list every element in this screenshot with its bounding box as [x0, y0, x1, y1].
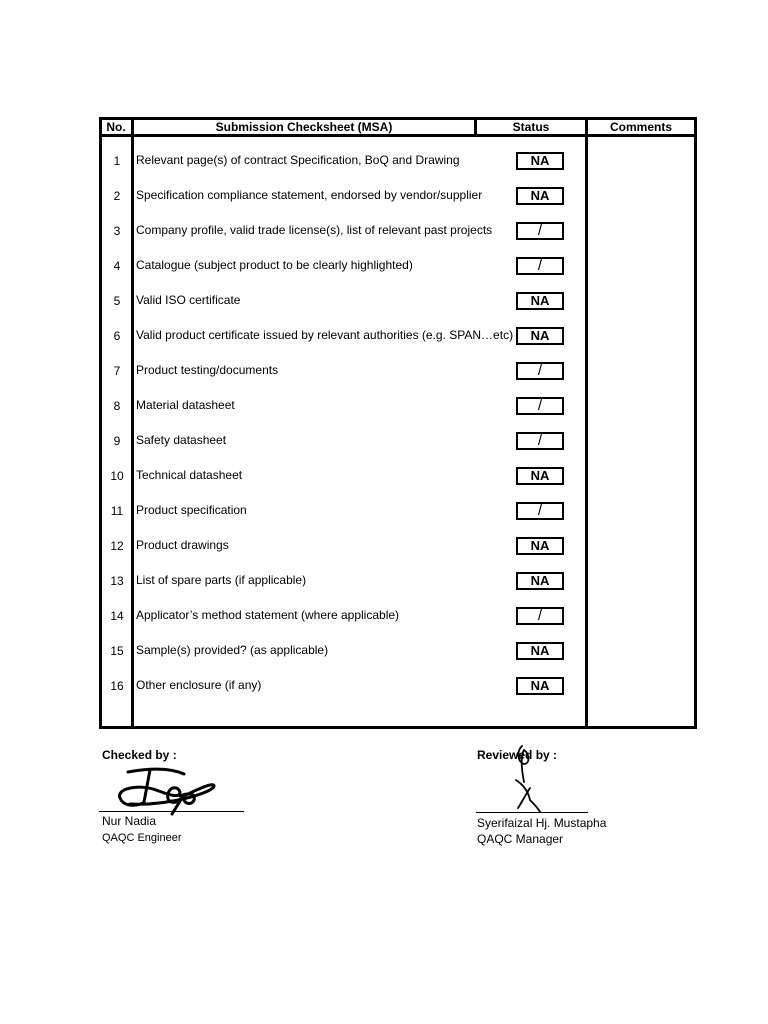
row-number: 12: [110, 539, 124, 553]
row-number: 7: [113, 364, 121, 378]
row-description: Material datasheet: [136, 398, 235, 412]
status-box: /: [516, 362, 564, 380]
header-comments: Comments: [609, 120, 672, 134]
reviewed-by-line: [476, 812, 588, 813]
status-box: NA: [516, 537, 564, 555]
row-number: 5: [113, 294, 121, 308]
header-status: Status: [512, 120, 550, 134]
row-number: 11: [110, 504, 124, 518]
status-box: /: [516, 607, 564, 625]
row-description: Product specification: [136, 503, 247, 517]
status-box: NA: [516, 292, 564, 310]
row-number: 4: [113, 259, 121, 273]
row-description: Company profile, valid trade license(s), list of relevant past projects: [136, 223, 493, 237]
row-number: 6: [113, 329, 121, 343]
status-box: NA: [516, 152, 564, 170]
status-box: /: [516, 397, 564, 415]
row-description: Other enclosure (if any): [136, 678, 262, 692]
status-box: NA: [516, 467, 564, 485]
checksheet-table: [99, 117, 697, 729]
header-title: Submission Checksheet (MSA): [215, 120, 393, 134]
status-box: /: [516, 257, 564, 275]
checked-by-role: QAQC Engineer: [102, 832, 182, 844]
row-description: Product drawings: [136, 538, 229, 552]
row-description: Relevant page(s) of contract Specification, BoQ and Drawing: [136, 153, 460, 167]
checked-by-name: Nur Nadia: [102, 814, 157, 828]
reviewed-by-role: QAQC Manager: [477, 832, 564, 846]
status-box: NA: [516, 187, 564, 205]
row-number: 13: [110, 574, 124, 588]
row-number: 3: [113, 224, 121, 238]
status-box: NA: [516, 677, 564, 695]
table-divider: [131, 117, 134, 729]
row-description: List of spare parts (if applicable): [136, 573, 307, 587]
row-description: Catalogue (subject product to be clearly highlighted): [136, 258, 413, 272]
checked-by-line: [99, 811, 244, 812]
row-number: 1: [113, 154, 121, 168]
row-description: Valid ISO certificate: [136, 293, 241, 307]
checked-by-signature: [110, 762, 230, 818]
reviewed-by-signature: [508, 742, 548, 814]
status-box: /: [516, 502, 564, 520]
checked-by-label: Checked by :: [102, 748, 177, 762]
row-number: 8: [113, 399, 121, 413]
row-number: 10: [110, 469, 124, 483]
status-box: NA: [516, 327, 564, 345]
row-description: Specification compliance statement, endorsed by vendor/supplier: [136, 188, 483, 202]
status-box: NA: [516, 572, 564, 590]
status-box: NA: [516, 642, 564, 660]
row-description: Sample(s) provided? (as applicable): [136, 643, 329, 657]
row-number: 2: [113, 189, 121, 203]
row-number: 14: [110, 609, 124, 623]
row-number: 15: [110, 644, 124, 658]
row-description: Technical datasheet: [136, 468, 243, 482]
row-number: 9: [113, 434, 121, 448]
row-number: 16: [110, 679, 124, 693]
row-description: Applicator’s method statement (where applicable): [136, 608, 400, 622]
row-description: Valid product certificate issued by relevant authorities (e.g. SPAN…etc): [136, 328, 514, 342]
row-description: Product testing/documents: [136, 363, 279, 377]
reviewed-by-label: Reviewed by :: [477, 748, 558, 762]
row-description: Safety datasheet: [136, 433, 227, 447]
status-box: /: [516, 432, 564, 450]
header-no: No.: [106, 120, 126, 134]
table-divider: [585, 117, 588, 729]
status-box: /: [516, 222, 564, 240]
reviewed-by-name: Syerifaizal Hj. Mustapha: [477, 816, 607, 830]
